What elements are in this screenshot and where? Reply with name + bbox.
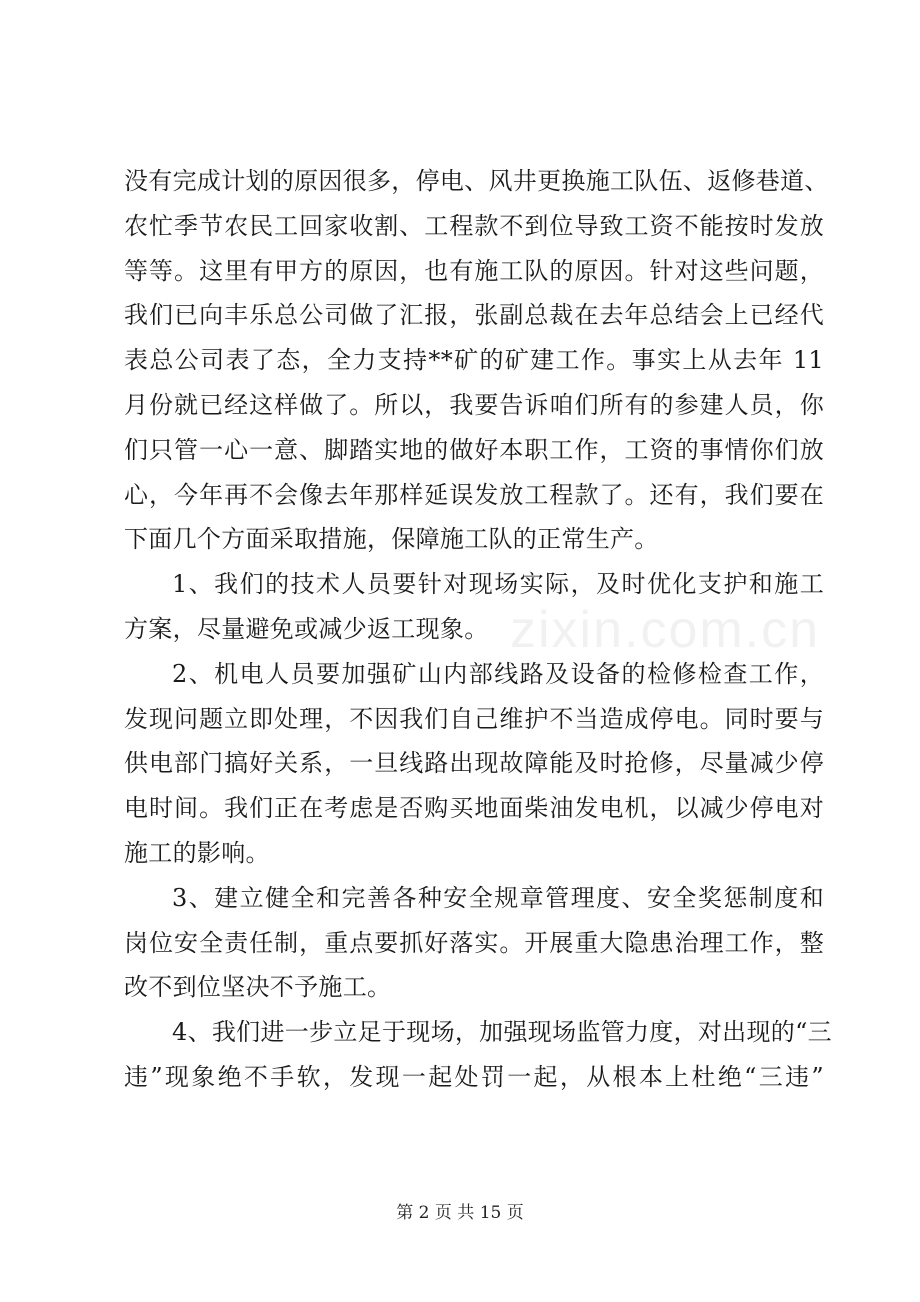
text-line: 没有完成计划的原因很多，停电、风井更换施工队伍、返修巷道、	[124, 167, 829, 195]
page-number-footer: 第 2 页 共 15 页	[396, 1203, 524, 1223]
list-item-2-line: 2、机电人员要加强矿山内部线路及设备的检修检查工作，	[172, 659, 824, 688]
text-line: 们只管一心一意、脚踏实地的做好本职工作，工资的事情你们放	[124, 435, 824, 464]
watermark: zixin.com.cn	[510, 601, 821, 659]
list-item-4-line: 违”现象绝不手软，发现一起处罚一起，从根本上杜绝“三违”	[124, 1062, 824, 1091]
list-item-1-line: 方案，尽量避免或减少返工现象。	[124, 614, 489, 643]
list-item-4-line: 4、我们进一步立足于现场，加强现场监管力度，对出现的“三	[172, 1018, 832, 1047]
list-item-1-line: 1、我们的技术人员要针对现场实际，及时优化支护和施工	[172, 570, 824, 599]
list-item-2-line: 施工的影响。	[124, 838, 270, 867]
text-line: 月份就已经这样做了。所以，我要告诉咱们所有的参建人员，你	[124, 390, 824, 419]
list-item-3-line: 岗位安全责任制，重点要抓好落实。开展重大隐患治理工作，整	[124, 928, 824, 957]
text-line: 我们已向丰乐总公司做了汇报，张副总裁在去年总结会上已经代	[124, 301, 824, 330]
text-line: 心，今年再不会像去年那样延误发放工程款了。还有，我们要在	[124, 480, 824, 509]
list-item-2-line: 发现问题立即处理，不因我们自己维护不当造成停电。同时要与	[124, 704, 824, 733]
list-item-2-line: 电时间。我们正在考虑是否购买地面柴油发电机，以减少停电对	[124, 794, 824, 823]
text-line: 农忙季节农民工回家收割、工程款不到位导致工资不能按时发放	[124, 211, 824, 240]
text-line: 表总公司表了态，全力支持**矿的矿建工作。事实上从去年 11	[124, 346, 824, 375]
text-line: 等等。这里有甲方的原因，也有施工队的原因。针对这些问题，	[124, 256, 824, 285]
list-item-3-line: 3、建立健全和完善各种安全规章管理度、安全奖惩制度和	[172, 883, 824, 912]
list-item-3-line: 改不到位坚决不予施工。	[124, 973, 392, 1002]
text-line: 下面几个方面采取措施，保障施工队的正常生产。	[124, 525, 659, 554]
list-item-2-line: 供电部门搞好关系，一旦线路出现故障能及时抢修，尽量减少停	[124, 749, 824, 778]
